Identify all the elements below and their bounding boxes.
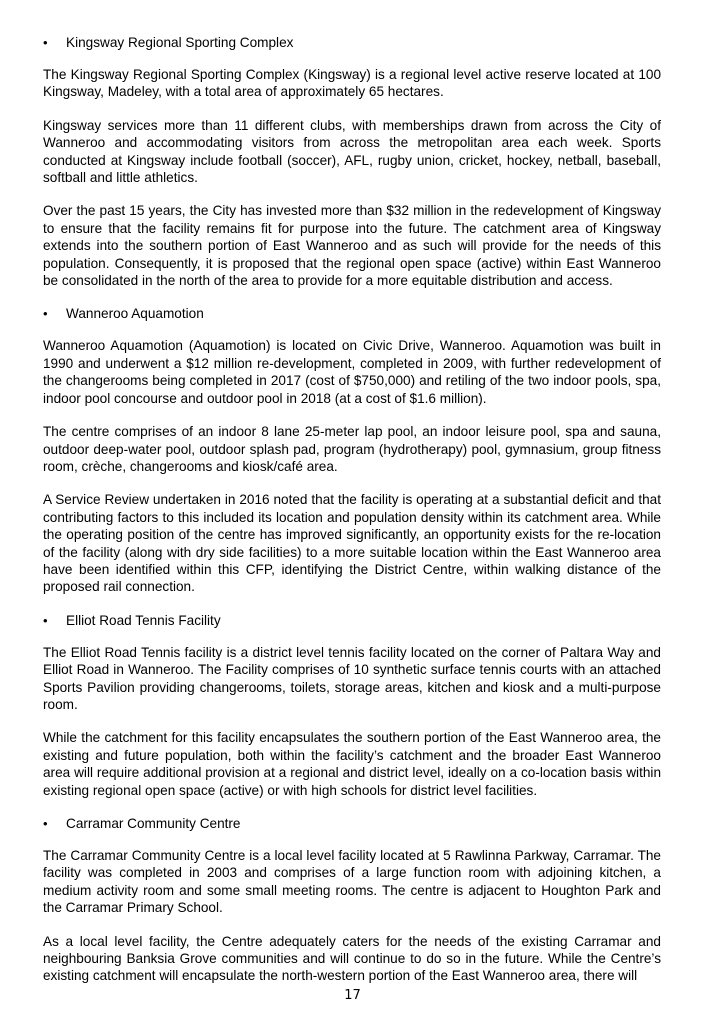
bullet-heading (43, 305, 661, 323)
section-heading: Elliot Road Tennis Facility (66, 612, 221, 628)
bullet-dot-icon: • (43, 816, 48, 831)
bullet-heading (43, 34, 661, 52)
document-page (43, 34, 661, 1001)
bullet-dot-icon: • (43, 612, 48, 628)
bullet-dot-icon: • (43, 306, 48, 322)
bullet-heading (43, 815, 661, 833)
paragraph: Kingsway services more than 11 different clubs, with memberships drawn from across the City of Wanneroo and accommodating visitors from across the metropolitan area each week. Sports conducted at Kingsway include football (soccer), AFL, rugby union, cricket, hockey, netball, baseball, softball and little athletics. (43, 117, 661, 186)
section-heading: Wanneroo Aquamotion (66, 306, 204, 322)
paragraph: The Kingsway Regional Sporting Complex (Kingsway) is a regional level active reserve located at 100 Kingsway, Madeley, with a total area of approximately 65 hectares. (43, 67, 661, 100)
paragraph: The Carramar Community Centre is a local level facility located at 5 Rawlinna Parkway, Carramar. The facility was completed in 2003 and comprises of a large function room with adjoining kitchen, a medium activity room and some small meeting rooms. The centre is adjacent to Houghton Park and the Carramar Primary School. (43, 848, 661, 916)
paragraph: The Elliot Road Tennis facility is a district level tennis facility located on the corner of Paltara Way and Elliot Road in Wanneroo. The Facility comprises of 10 synthetic surface tennis courts with an attached Sports Pavilion providing changerooms, toilets, storage areas, kitchen and kiosk and a multi-purpose room. (43, 644, 661, 712)
paragraph: Wanneroo Aquamotion (Aquamotion) is located on Civic Drive, Wanneroo. Aquamotion was built in 1990 and underwent a $12 million re-development, completed in 2009, with further redevelopment of the changerooms being completed in 2017 (cost of $750,000) and retiling of the two indoor pools, spa, indoor pool concourse and outdoor pool in 2018 (at a cost of $1.6 million). (43, 338, 661, 406)
paragraph: Over the past 15 years, the City has invested more than $32 million in the redevelopment of Kingsway to ensure that the facility remains fit for purpose into the future. The catchment area of Kingsway extends into the southern portion of East Wanneroo and as such will provide for the needs of this population. Consequently, it is proposed that the regional open space (active) within East Wanneroo be consolidated in the north of the area to provide for a more equitable distribution and access. (43, 203, 661, 289)
paragraph: As a local level facility, the Centre adequately caters for the needs of the existing Carramar and neighbouring Banksia Grove communities and will continue to do so in the future. While the Centre’s existing catchment will encapsulate the north-western portion of the East Wanneroo area, there will (43, 933, 661, 984)
bullet-heading (43, 612, 661, 630)
paragraph: While the catchment for this facility encapsulates the southern portion of the East Wanneroo area, the existing and future population, both within the facility’s catchment and the broader East Wanneroo area will require additional provision at a regional and district level, ideally on a co-location basis within existing regional open space (active) or with high schools for district level facilities. (43, 730, 661, 798)
bullet-dot-icon: • (43, 35, 48, 50)
section-heading: Kingsway Regional Sporting Complex (66, 35, 294, 50)
section-heading: Carramar Community Centre (66, 816, 241, 831)
paragraph: A Service Review undertaken in 2016 noted that the facility is operating at a substantial deficit and that contributing factors to this included its location and population density within its catchment area. While the operating position of the centre has improved significantly, an opportunity exists for the re-location of the facility (along with dry side facilities) to a more suitable location within the East Wanneroo area have been identified within this CFP, identifying the District Centre, within walking distance of the proposed rail connection. (43, 492, 661, 595)
section-aquamotion (43, 305, 661, 595)
section-carramar (43, 815, 661, 985)
section-kingsway (43, 34, 661, 289)
paragraph: The centre comprises of an indoor 8 lane 25-meter lap pool, an indoor leisure pool, spa and sauna, outdoor deep-water pool, outdoor splash pad, program (hydrotherapy) pool, gymnasium, group fitness room, crèche, changerooms and kiosk/café area. (43, 424, 661, 474)
page-number: 17 (344, 988, 361, 1003)
section-elliot-road (43, 612, 661, 799)
